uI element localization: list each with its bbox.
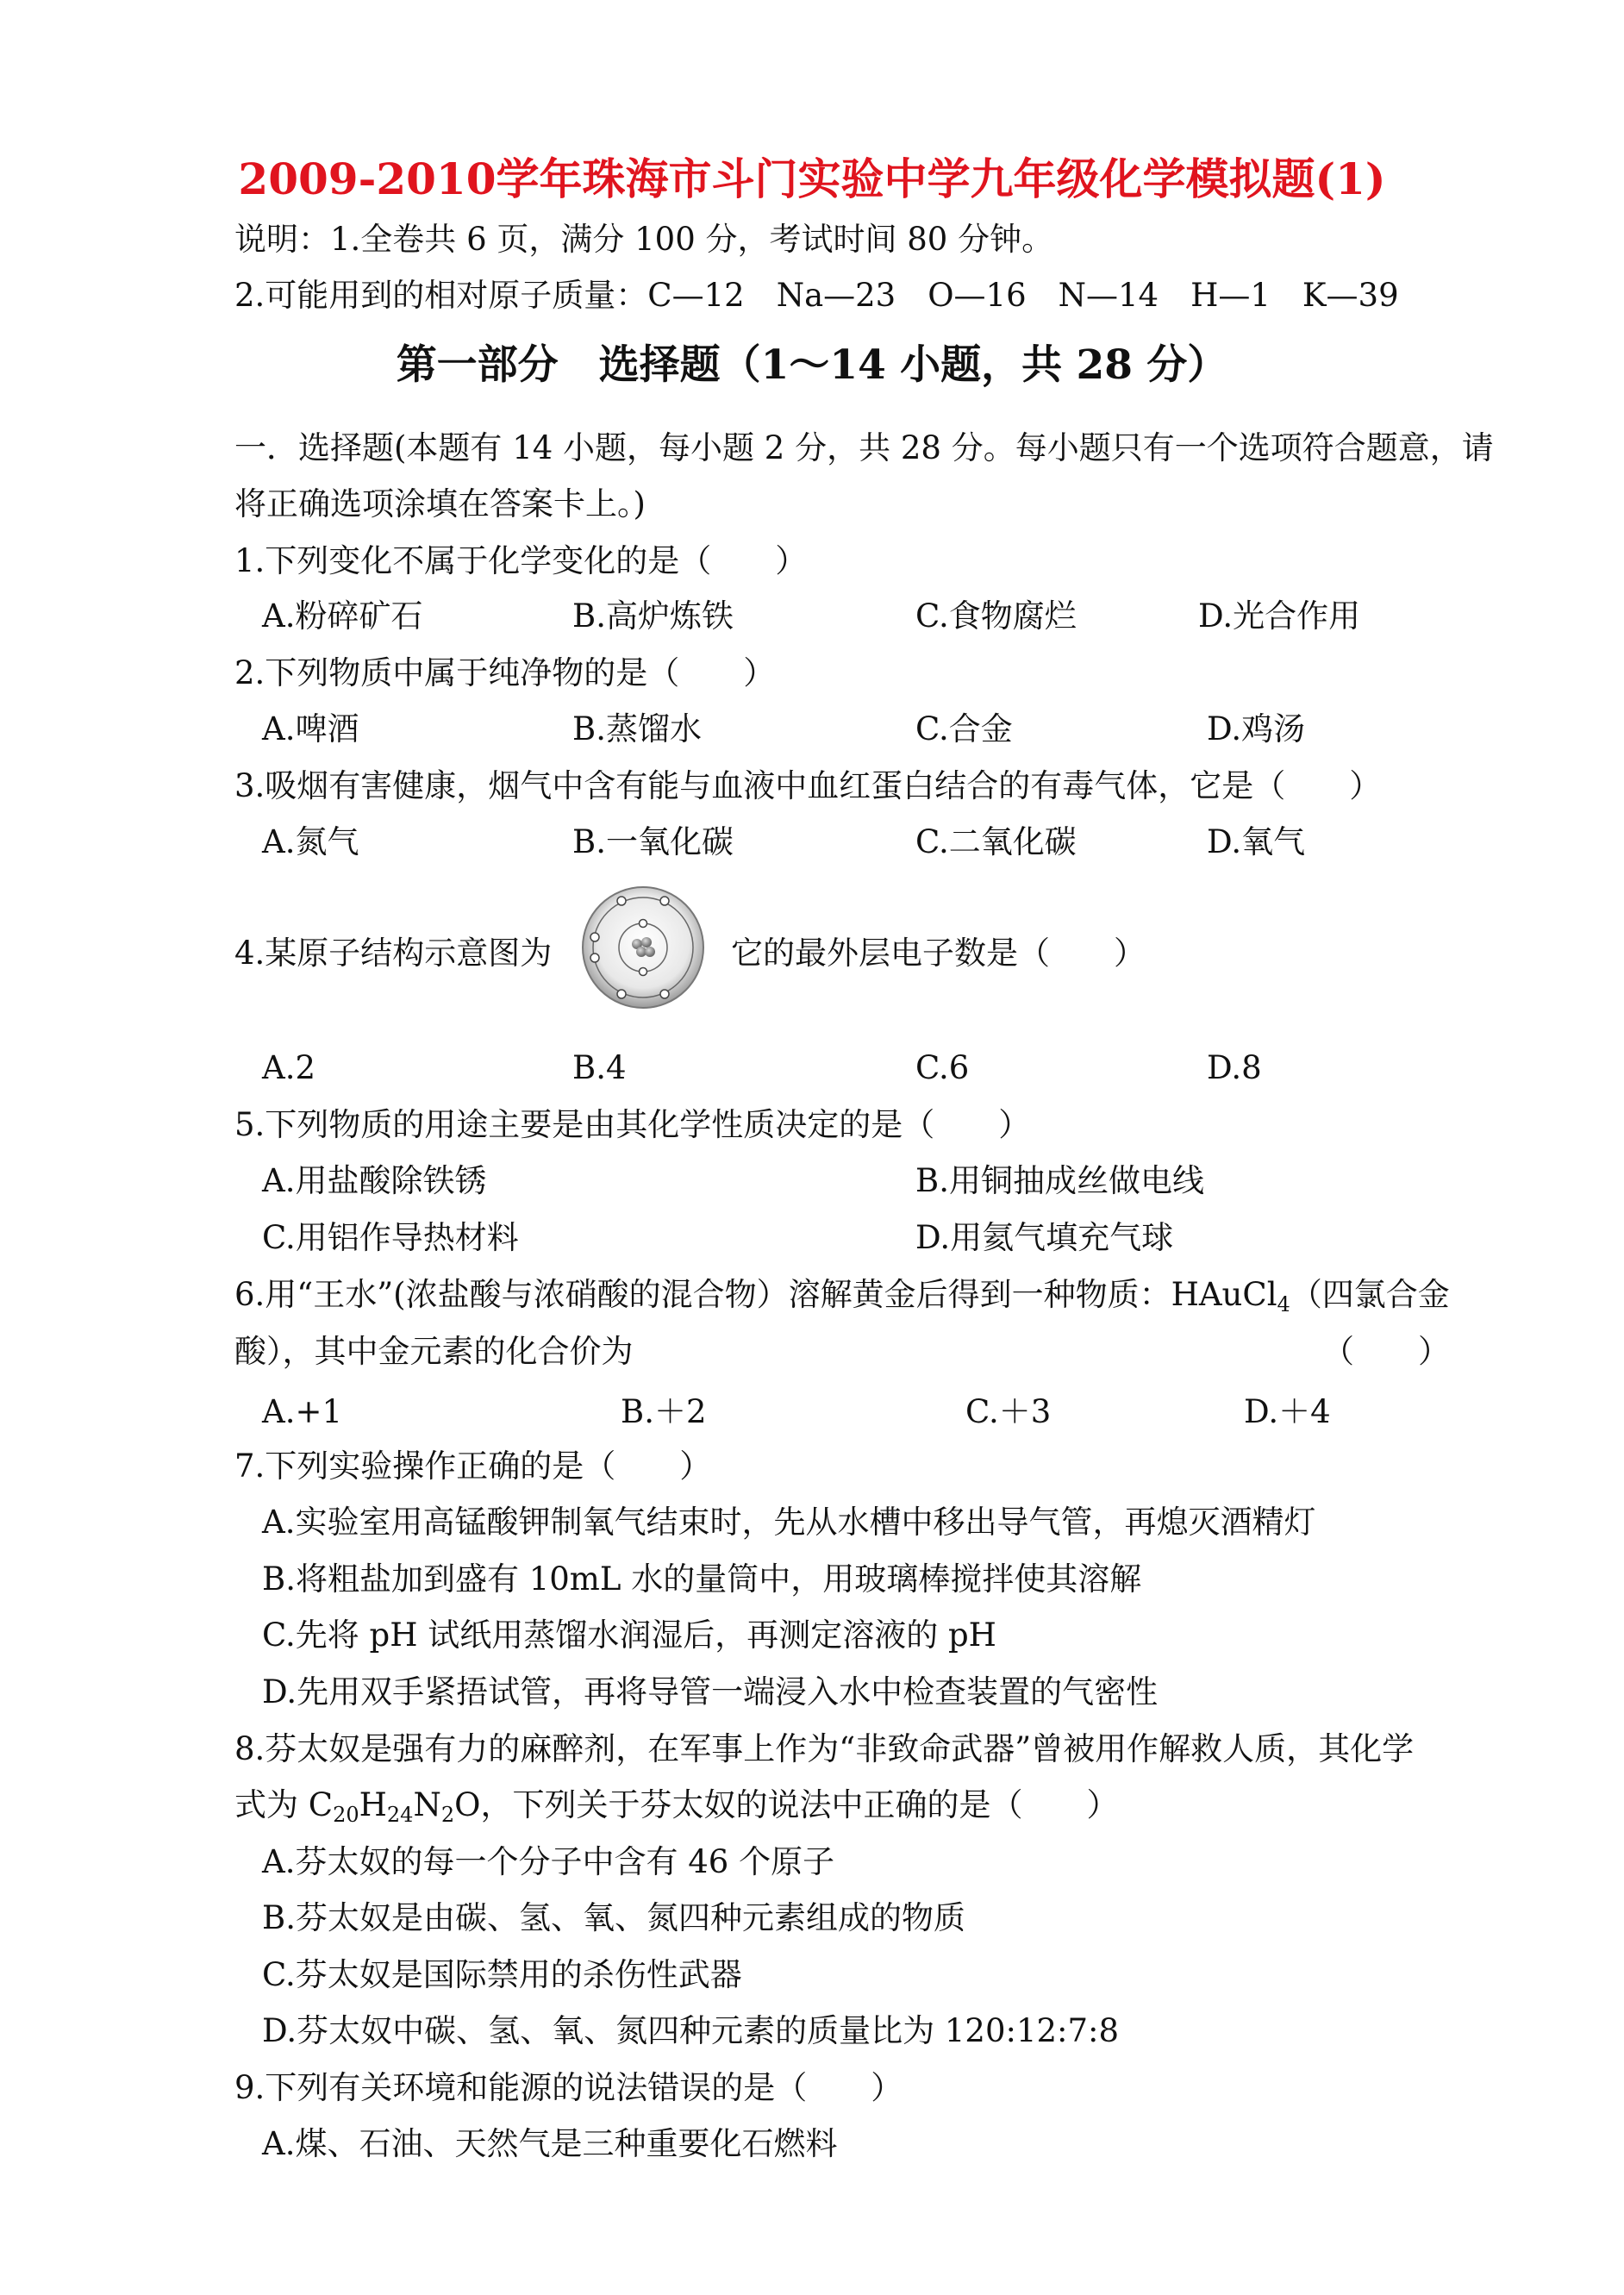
q2-stem: 2.下列物质中属于纯净物的是（ ）: [234, 654, 776, 691]
q1-option-a: A.粉碎矿石: [262, 597, 423, 635]
q7-option-a: A.实验室用高锰酸钾制氧气结束时，先从水槽中移出导气管，再熄灭酒精灯: [262, 1504, 1316, 1541]
note-line-2: 2.可能用到的相对原子质量：C—12 Na—23 O—16 N—14 H—1 K—39: [234, 277, 1399, 314]
q1-stem: 1.下列变化不属于化学变化的是（ ）: [234, 542, 808, 579]
q1-option-b: B.高炉炼铁: [572, 597, 734, 635]
q9-stem: 9.下列有关环境和能源的说法错误的是（ ）: [234, 2069, 903, 2106]
q6-option-d: D.＋4: [1244, 1393, 1331, 1430]
q8-option-b: B.芬太奴是由碳、氢、氧、氮四种元素组成的物质: [262, 1899, 965, 1936]
q1-option-d: D.光合作用: [1198, 597, 1361, 635]
q6-stem-line-2: 酸），其中金元素的化合价为: [234, 1333, 634, 1370]
q8-option-d: D.芬太奴中碳、氢、氧、氮四种元素的质量比为 120:12:7:8: [262, 2012, 1120, 2049]
q2-option-d: D.鸡汤: [1207, 710, 1306, 747]
q3-option-b: B.一氧化碳: [572, 823, 734, 860]
instruction-line-1: 一．选择题(本题有 14 小题，每小题 2 分，共 28 分。每小题只有一个选项符合题意，请: [234, 429, 1494, 466]
q2-option-a: A.啤酒: [262, 710, 359, 747]
q8-stem-line-2: 式为 $C_{20}H_{24}N_2O$，下列关于芬太奴的说法中正确的是（ ）: [234, 1786, 1119, 1827]
q7-option-c: C.先将 pH 试纸用蒸馏水润湿后，再测定溶液的 pH: [262, 1617, 996, 1654]
q3-option-d: D.氧气: [1207, 823, 1306, 860]
q3-option-a: A.氮气: [262, 823, 359, 860]
q9-option-a: A.煤、石油、天然气是三种重要化石燃料: [262, 2125, 838, 2162]
q5-option-d: D.用氦气填充气球: [915, 1219, 1174, 1256]
q5-option-b: B.用铜抽成丝做电线: [915, 1162, 1204, 1199]
q7-option-d: D.先用双手紧捂试管，再将导管一端浸入水中检查装置的气密性: [262, 1673, 1159, 1710]
q3-stem: 3.吸烟有害健康，烟气中含有能与血液中血红蛋白结合的有毒气体，它是（ ）: [234, 767, 1382, 804]
q8-stem-line-1: 8.芬太奴是强有力的麻醉剂，在军事上作为“非致命武器”曾被用作解救人质，其化学: [234, 1730, 1415, 1767]
q4-option-b: B.4: [572, 1049, 627, 1086]
q6-option-b: B.＋2: [621, 1393, 707, 1430]
q4-option-d: D.8: [1207, 1049, 1262, 1086]
instruction-line-2: 将正确选项涂填在答案卡上。): [234, 485, 646, 522]
q8-option-a: A.芬太奴的每一个分子中含有 46 个原子: [262, 1843, 835, 1880]
page-title: 2009-2010学年珠海市斗门实验中学九年级化学模拟题(1): [238, 153, 1386, 204]
q5-option-a: A.用盐酸除铁锈: [262, 1162, 487, 1199]
q1-option-c: C.食物腐烂: [915, 597, 1077, 635]
q2-option-c: C.合金: [915, 710, 1013, 747]
q6-option-a: A.+1: [262, 1393, 343, 1430]
atom-structure-diagram: [574, 875, 712, 1020]
q5-stem: 5.下列物质的用途主要是由其化学性质决定的是（ ）: [234, 1106, 1031, 1143]
q2-option-b: B.蒸馏水: [572, 710, 702, 747]
q6-answer-paren: （ ）: [1322, 1333, 1450, 1370]
q7-option-b: B.将粗盐加到盛有 10mL 水的量筒中，用玻璃棒搅拌使其溶解: [262, 1560, 1142, 1598]
q4-option-a: A.2: [262, 1049, 316, 1086]
note-line-1: 说明：1.全卷共 6 页，满分 100 分，考试时间 80 分钟。: [234, 221, 1054, 258]
q6-stem-line-1: 6.用“王水”(浓盐酸与浓硝酸的混合物）溶解黄金后得到一种物质：HAuCl$_4$（四氯合金: [234, 1276, 1450, 1316]
q7-stem: 7.下列实验操作正确的是（ ）: [234, 1448, 712, 1485]
section-title: 第一部分 选择题（1～14 小题，共 28 分）: [396, 341, 1228, 389]
q4-stem-left: 4.某原子结构示意图为: [234, 935, 553, 972]
q3-option-c: C.二氧化碳: [915, 823, 1077, 860]
q4-stem-right: 它的最外层电子数是（ ）: [731, 935, 1146, 972]
q8-option-c: C.芬太奴是国际禁用的杀伤性武器: [262, 1956, 742, 1993]
q4-option-c: C.6: [915, 1049, 970, 1086]
q6-option-c: C.＋3: [965, 1393, 1052, 1430]
q5-option-c: C.用铝作导热材料: [262, 1219, 519, 1256]
